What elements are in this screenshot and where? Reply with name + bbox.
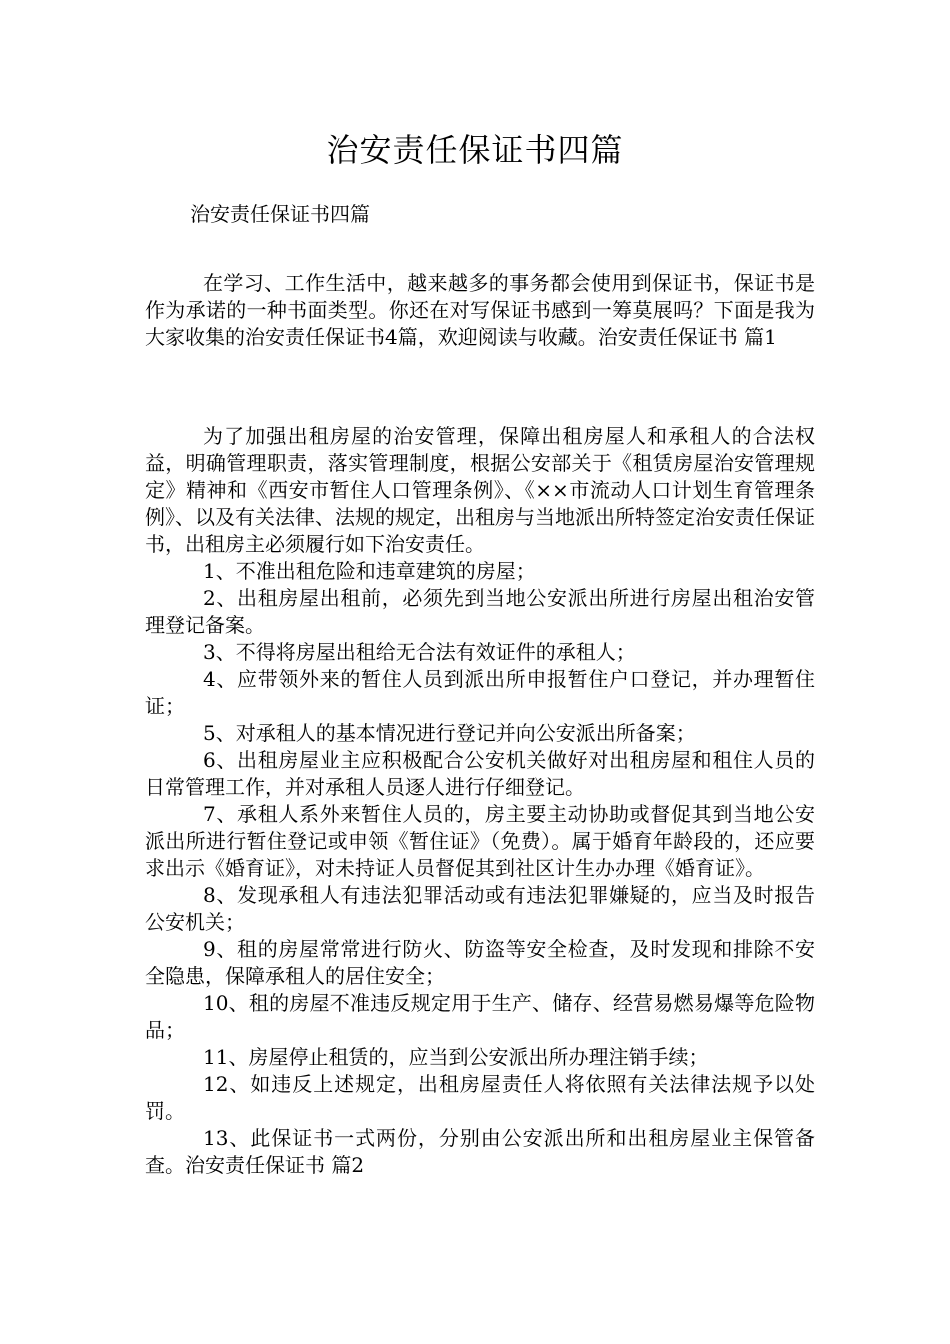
document-title: 治安责任保证书四篇 — [326, 131, 624, 169]
list-item: 2、出租房屋出租前，必须先到当地公安派出所进行房屋出租治安管理登记备案。 — [145, 586, 815, 637]
list-item: 3、不得将房屋出租给无合法有效证件的承租人； — [203, 640, 636, 664]
section1-lead-paragraph: 为了加强出租房屋的治安管理，保障出租房屋人和承租人的合法权益，明确管理职责，落实管理制度，根据公安部关于《租赁房屋治安管理规定》精神和《西安市暂住人口管理条例》、《××市流动人口计划生育管理条例》、以及有关法律、法规的规定，出租房与当地派出所特签定治安责任保证书，出租房主必须履行如下治安责任。 — [145, 424, 815, 556]
list-item: 1、不准出租危险和违章建筑的房屋； — [203, 559, 536, 583]
section2-heading: 治安责任保证书 篇2 — [185, 1153, 365, 1177]
list-item: 7、承租人系外来暂住人员的，房主要主动协助或督促其到当地公安派出所进行暂住登记或申领《暂住证》（免费）。属于婚育年龄段的，还应要求出示《婚育证》，对未持证人员督促其到社区计生办办理《婚育证》。 — [145, 802, 815, 880]
list-item: 6、出租房屋业主应积极配合公安机关做好对出租房屋和租住人员的日常管理工作，并对承租人员逐人进行仔细登记。 — [145, 748, 815, 799]
list-item: 8、发现承租人有违法犯罪活动或有违法犯罪嫌疑的，应当及时报告公安机关； — [145, 883, 815, 934]
document-subtitle: 治安责任保证书四篇 — [190, 202, 370, 226]
list-item: 10、租的房屋不准违反规定用于生产、储存、经营易燃易爆等危险物品； — [145, 991, 815, 1042]
section1-block — [145, 423, 815, 1179]
list-item: 9、租的房屋常常进行防火、防盗等安全检查，及时发现和排除不安全隐患，保障承租人的居住安全； — [145, 937, 815, 988]
list-item: 5、对承租人的基本情况进行登记并向公安派出所备案； — [203, 721, 696, 745]
list-item: 11、房屋停止租赁的，应当到公安派出所办理注销手续； — [203, 1045, 709, 1069]
intro-paragraph — [145, 270, 815, 351]
list-item: 4、应带领外来的暂住人员到派出所申报暂住户口登记，并办理暂住证； — [145, 667, 815, 718]
intro-block — [145, 270, 815, 351]
list-item-text: 13、此保证书一式两份，分别由公安派出所和出租房屋业主保管备查。 — [145, 1126, 815, 1177]
list-item: 12、如违反上述规定，出租房屋责任人将依照有关法律法规予以处罚。 — [145, 1072, 815, 1123]
section1-heading: 治安责任保证书 篇1 — [597, 325, 777, 349]
list-item-last — [145, 1125, 815, 1179]
intro-text: 在学习、工作生活中，越来越多的事务都会使用到保证书，保证书是作为承诺的一种书面类型。你还在对写保证书感到一筹莫展吗？下面是我为大家收集的治安责任保证书4篇，欢迎阅读与收藏。 — [145, 271, 815, 349]
